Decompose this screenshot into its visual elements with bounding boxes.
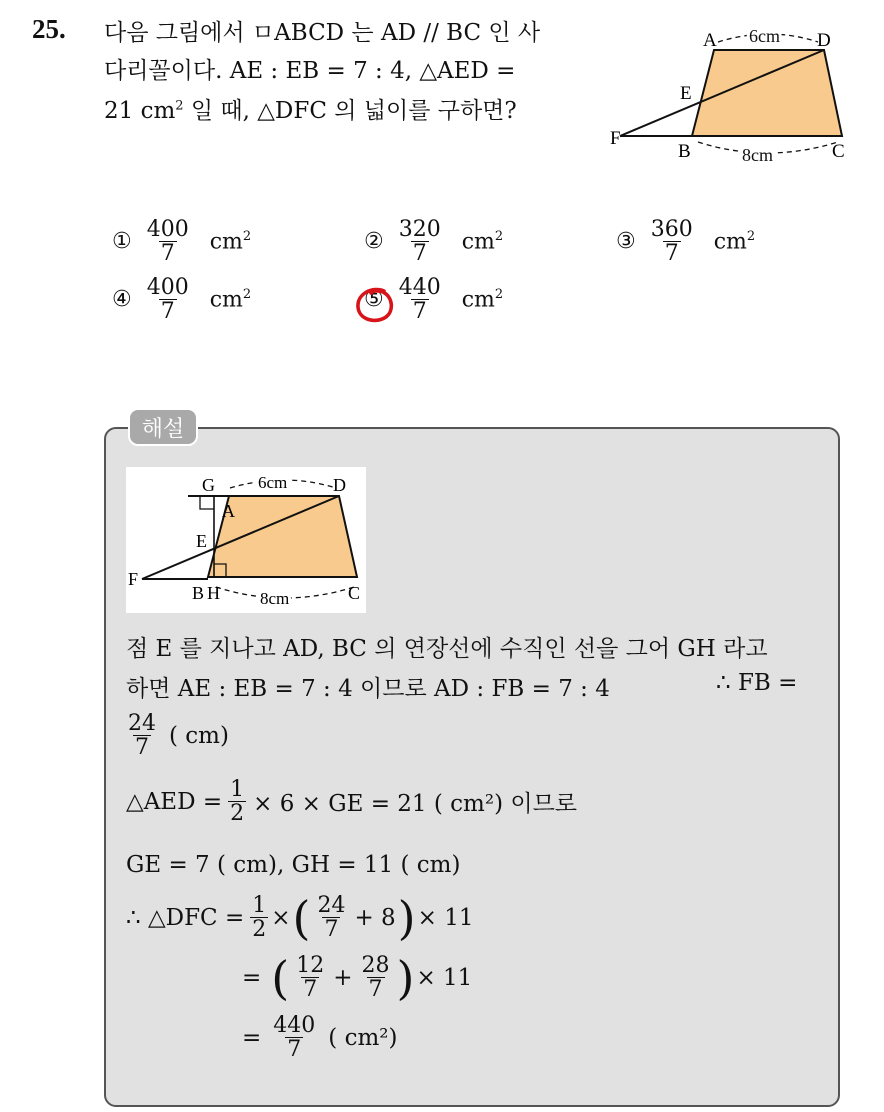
solution-figure (126, 467, 366, 613)
choice-1[interactable] (112, 218, 251, 265)
label-b: B (678, 141, 691, 162)
sol-label-b: B (192, 583, 205, 603)
label-c: C (832, 141, 845, 162)
choice-1-mark: ① (112, 229, 132, 255)
label-f: F (610, 128, 621, 149)
choice-2[interactable] (364, 218, 503, 265)
choice-4[interactable] (112, 276, 251, 323)
choice-3[interactable] (616, 218, 755, 265)
choice-2-mark: ② (364, 229, 384, 255)
choice-3-unit: $cm^2$ (713, 228, 756, 255)
sol-label-g: G (202, 475, 215, 495)
choice-4-unit: $cm^2$ (209, 286, 252, 313)
label-d: D (817, 30, 831, 51)
solution-line-2: 하면 AE : EB = 7 : 4 이므로 AD : FB = 7 : 4 (126, 676, 610, 702)
sol-label-f: F (128, 569, 139, 589)
choice-3-mark: ③ (616, 229, 636, 255)
solution-therefore-fb: ∴ FB = (716, 670, 798, 696)
sol-label-d: D (333, 475, 346, 495)
solution-line-4: △AED = $\frac{1}{2}$ × 6 × GE = 21 ( cm²) 이므로 (126, 777, 578, 827)
solution-line-8: = $\frac{440}{7}$ ( cm²) (242, 1013, 398, 1063)
choice-2-fraction: $\frac{320}{7}$ (398, 217, 441, 267)
choice-4-fraction: $\frac{400}{7}$ (146, 275, 189, 325)
choice-1-fraction: $\frac{400}{7}$ (146, 217, 189, 267)
sol-label-8cm: 8cm (260, 589, 290, 608)
solution-line-1: 점 E 를 지나고 AD, BC 의 연장선에 수직인 선을 그어 GH 라고 (126, 636, 768, 662)
question-line-2: 다리꼴이다. AE : EB = 7 : 4, △AED = (104, 58, 516, 84)
choice-5-fraction: $\frac{440}{7}$ (398, 275, 441, 325)
question-line-1: 다음 그림에서 ㅁABCD 는 AD // BC 인 사 (104, 20, 541, 46)
choice-4-mark: ④ (112, 287, 132, 313)
choice-5-unit: $cm^2$ (461, 286, 504, 313)
answer-circle-mark (354, 286, 396, 326)
solution-line-3: $\frac{24}{7}$ ( cm) (128, 711, 229, 761)
question-line-3-rest: 일 때, △DFC 의 넓이를 구하면? (183, 98, 517, 124)
solution-line-5: GE = 7 ( cm), GH = 11 ( cm) (126, 852, 461, 878)
sol-label-a: A (222, 501, 235, 521)
sol-label-h: H (207, 583, 220, 603)
label-a: A (703, 30, 717, 51)
trapezoid-abcd (692, 50, 842, 136)
solution-tab: 해설 (128, 408, 198, 446)
trapezoid-figure (606, 24, 856, 170)
sol-label-e: E (196, 531, 207, 551)
question-number: 25. (32, 14, 66, 44)
label-8cm: 8cm (742, 145, 773, 165)
question-area-sup: 2 (175, 98, 184, 114)
label-6cm: 6cm (749, 26, 780, 46)
sol-label-c: C (348, 583, 361, 603)
choice-3-fraction: $\frac{360}{7}$ (650, 217, 693, 267)
sol-label-6cm: 6cm (258, 473, 288, 492)
question-line-3 (104, 92, 517, 125)
solution-line-6: ∴ △DFC = $\frac{1}{2}$ × ( $\frac{24}{7}$ + 8 ) × 11 (126, 890, 474, 945)
label-e: E (680, 83, 692, 104)
choice-2-unit: $cm^2$ (461, 228, 504, 255)
choice-5-mark: ⑤ (364, 287, 384, 313)
solution-line-7: = ( $\frac{12}{7}$ + $\frac{28}{7}$ ) × 11 (242, 950, 473, 1005)
choice-1-unit: $cm^2$ (209, 228, 252, 255)
question-area-value: 21 cm (104, 98, 176, 124)
